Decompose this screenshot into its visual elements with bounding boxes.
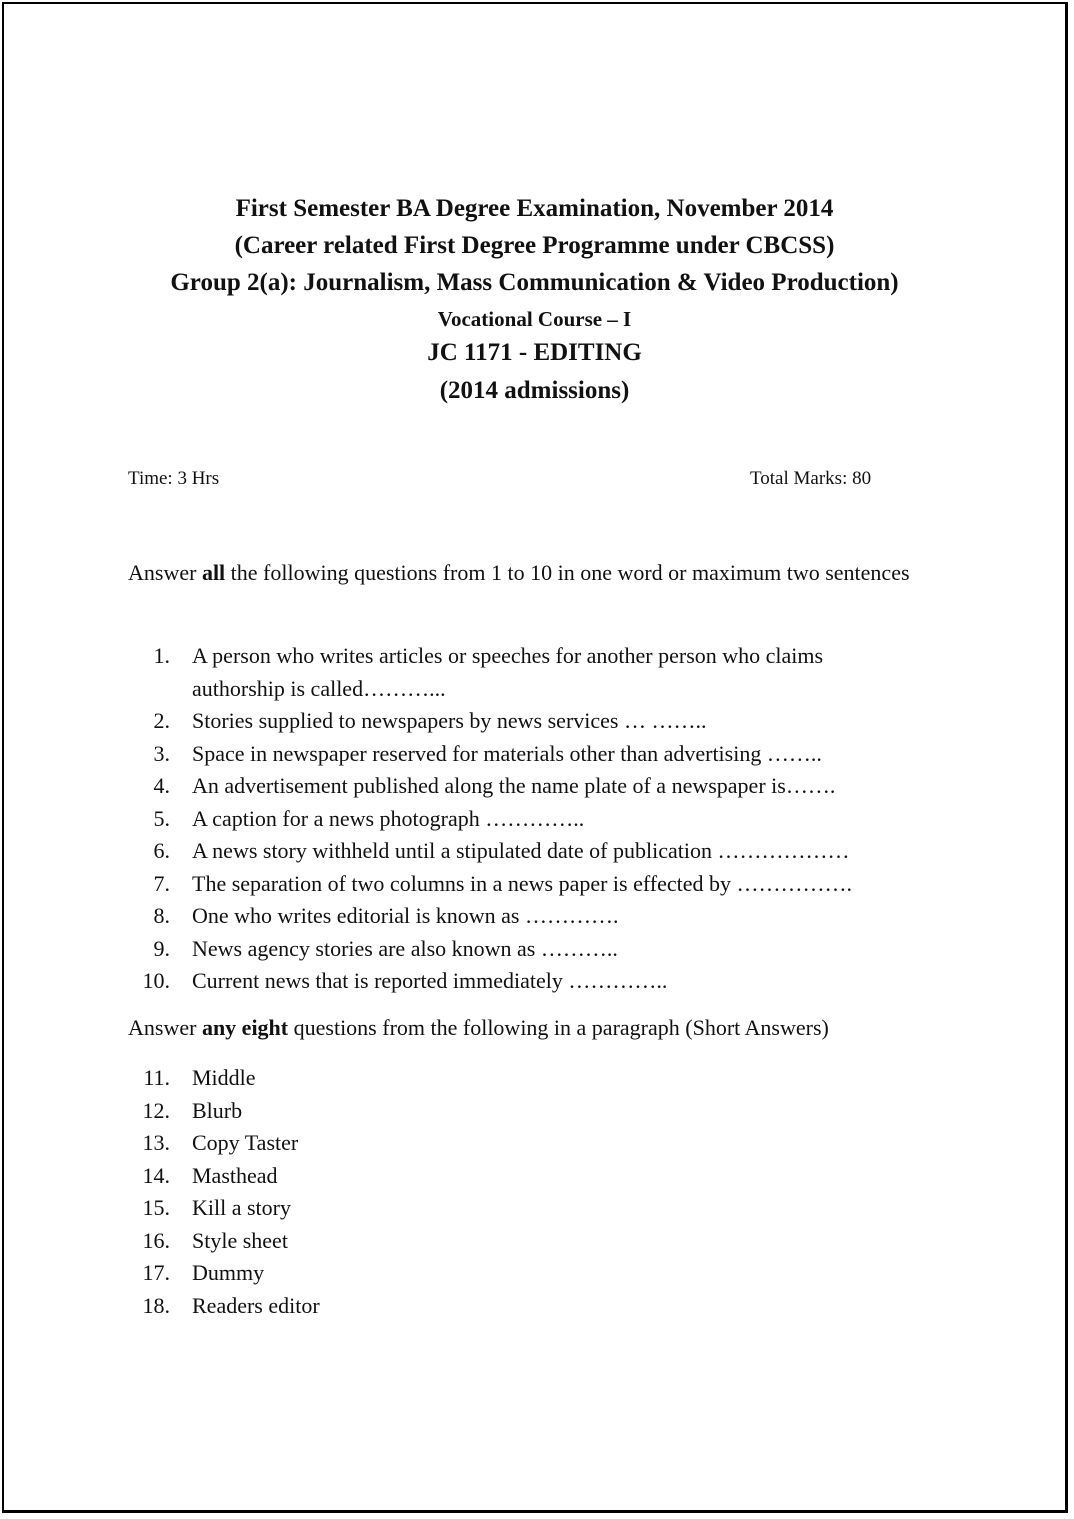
question-item	[128, 933, 968, 966]
course-code: JC 1171 - EDITING	[427, 339, 642, 366]
question-text: Dummy	[192, 1260, 265, 1285]
question-number: 4.	[153, 773, 170, 798]
question-text: Space in newspaper reserved for materials other than advertising ……..	[192, 740, 822, 766]
question-text: The separation of two columns in a news paper is effected by …………….	[192, 870, 853, 896]
instr-pre: Answer	[128, 560, 202, 585]
question-number: 17.	[142, 1260, 170, 1285]
programme-line: (Career related First Degree Programme under CBCSS)	[234, 232, 835, 259]
question-item	[128, 900, 968, 933]
question-text: Style sheet	[192, 1227, 288, 1253]
question-number: 3.	[153, 740, 170, 766]
question-number: 9.	[153, 935, 170, 961]
exam-page	[2, 2, 1068, 1513]
question-text: Blurb	[192, 1097, 243, 1123]
question-item	[128, 1257, 968, 1290]
question-item	[128, 1062, 968, 1095]
instr-post: questions from the following in a paragraph (Short Answers)	[288, 1015, 829, 1040]
question-number: 5.	[153, 805, 170, 831]
instr-bold: any eight	[201, 1015, 289, 1040]
question-text: A person who writes articles or speeches for another person who claims authorship is called………...	[192, 643, 824, 701]
question-item	[128, 705, 968, 738]
question-number: 18.	[142, 1292, 170, 1318]
question-text: Middle	[192, 1065, 256, 1090]
section2-instruction	[128, 1012, 928, 1044]
group-line: Group 2(a): Journalism, Mass Communication & Video Production)	[170, 269, 899, 296]
question-item	[128, 1095, 968, 1128]
question-number: 1.	[153, 643, 170, 668]
question-item	[128, 1160, 968, 1193]
question-text: Current news that is reported immediately …………..	[192, 968, 668, 993]
question-item	[128, 803, 968, 836]
question-item	[128, 835, 968, 868]
question-text: A caption for a news photograph …………..	[192, 805, 585, 831]
question-number: 8.	[153, 903, 170, 928]
question-text: Readers editor	[192, 1292, 320, 1318]
question-text: Copy Taster	[192, 1130, 299, 1155]
question-number: 15.	[142, 1195, 170, 1220]
question-item	[128, 965, 968, 998]
question-text: A news story withheld until a stipulated date of publication ………………	[192, 838, 850, 863]
course-line: Vocational Course – I	[437, 307, 632, 331]
question-item	[128, 868, 968, 901]
question-number: 14.	[142, 1162, 170, 1188]
question-text: Masthead	[192, 1162, 278, 1188]
question-item	[128, 770, 968, 803]
question-number: 6.	[153, 838, 170, 863]
section1-question-list	[128, 640, 968, 998]
question-item	[128, 1225, 968, 1258]
question-text: One who writes editorial is known as ………….	[192, 903, 619, 928]
section2-question-list	[128, 1062, 968, 1322]
question-text: An advertisement published along the name plate of a newspaper is…….	[192, 773, 836, 798]
question-text: Kill a story	[192, 1195, 291, 1220]
question-number: 12.	[142, 1097, 170, 1123]
question-item	[128, 1127, 968, 1160]
question-item	[128, 640, 968, 705]
exam-title: First Semester BA Degree Examination, November 2014	[235, 195, 834, 222]
time-label: Time: 3 Hrs	[128, 468, 220, 489]
question-text: Stories supplied to newspapers by news services … ……..	[192, 708, 707, 733]
question-number: 7.	[153, 870, 170, 896]
question-item	[128, 1290, 968, 1323]
instr-bold: all	[201, 560, 226, 585]
question-number: 2.	[153, 708, 170, 733]
total-marks-label: Total Marks: 80	[750, 468, 872, 489]
question-number: 13.	[142, 1130, 170, 1155]
question-number: 10.	[142, 968, 170, 993]
question-number: 16.	[142, 1227, 170, 1253]
instr-pre: Answer	[128, 1015, 202, 1040]
section1-instruction	[128, 557, 928, 589]
question-item	[128, 738, 968, 771]
question-text: News agency stories are also known as ………..	[192, 935, 618, 961]
question-item	[128, 1192, 968, 1225]
question-number: 11.	[143, 1065, 170, 1090]
admissions-line: (2014 admissions)	[439, 377, 630, 404]
instr-post: the following questions from 1 to 10 in one word or maximum two sentences	[225, 560, 910, 585]
